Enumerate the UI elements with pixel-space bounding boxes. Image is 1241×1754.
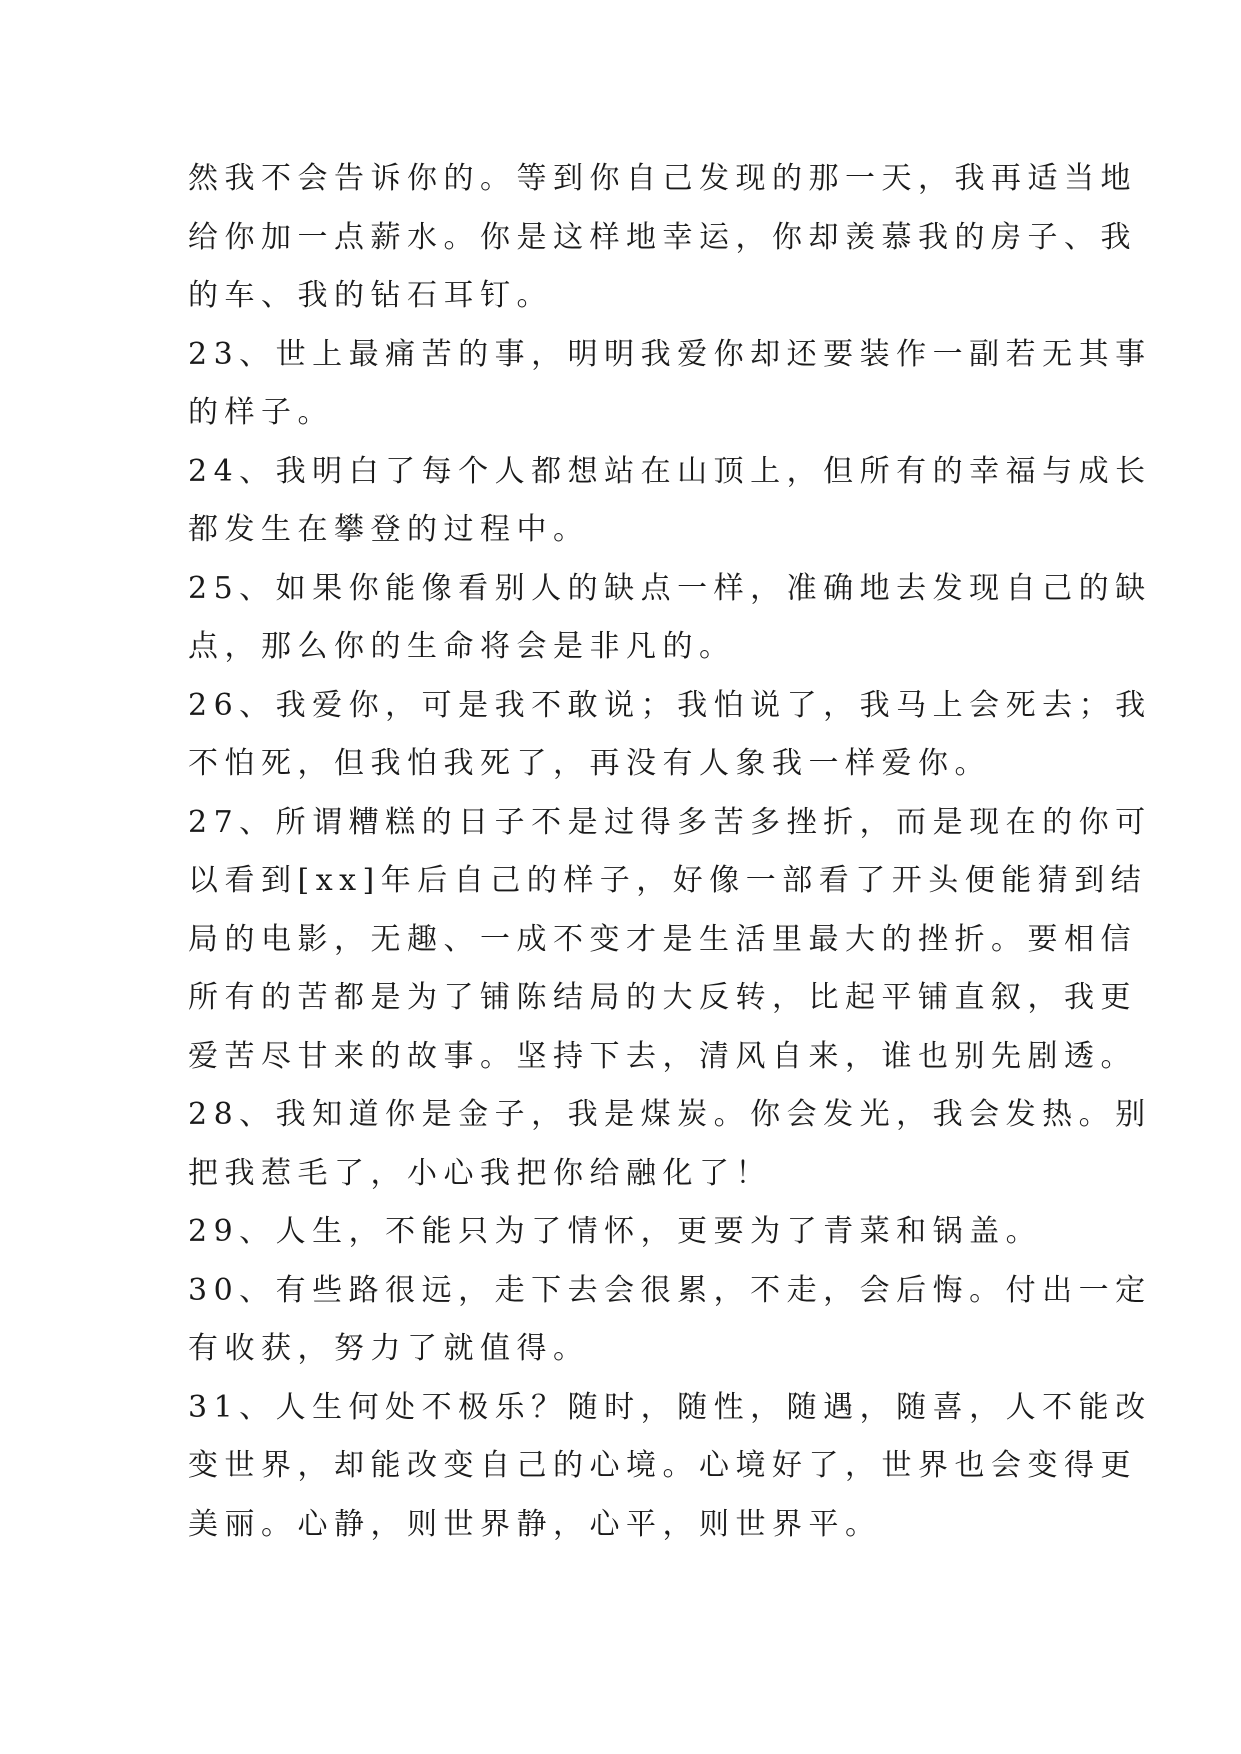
text-line: 31、人生何处不极乐？随时，随性，随遇，随喜，人不能改 — [188, 1389, 1152, 1425]
text-line: 美丽。心静，则世界静，心平，则世界平。 — [188, 1506, 882, 1542]
text-line: 所有的苦都是为了铺陈结局的大反转，比起平铺直叙，我更 — [188, 980, 1137, 1015]
text-line: 有收获，努力了就值得。 — [188, 1331, 590, 1366]
text-line: 25、如果你能像看别人的缺点一样，准确地去发现自己的缺 — [188, 570, 1152, 606]
document-body — [188, 150, 1152, 1554]
text-line: 把我惹毛了，小心我把你给融化了！ — [188, 1155, 772, 1191]
text-line: 变世界，却能改变自己的心境。心境好了，世界也会变得更 — [188, 1448, 1137, 1483]
text-line: 30、有些路很远，走下去会很累，不走，会后悔。付出一定 — [188, 1272, 1152, 1308]
text-line: 局的电影，无趣、一成不变才是生活里最大的挫折。要相信 — [188, 921, 1137, 957]
text-line: 的车、我的钻石耳钉。 — [188, 278, 553, 313]
text-line: 点，那么你的生命将会是非凡的。 — [188, 629, 736, 664]
text-line: 23、世上最痛苦的事，明明我爱你却还要装作一副若无其事 — [188, 336, 1152, 372]
text-line: 爱苦尽甘来的故事。坚持下去，清风自来，谁也别先剧透。 — [188, 1038, 1137, 1074]
text-line: 29、人生，不能只为了情怀，更要为了青菜和锅盖。 — [188, 1214, 1043, 1249]
text-line: 然我不会告诉你的。等到你自己发现的那一天，我再适当地 — [188, 161, 1137, 196]
text-line: 以看到[xx]年后自己的样子，好像一部看了开头便能猜到结 — [188, 863, 1148, 898]
text-line: 27、所谓糟糕的日子不是过得多苦多挫折，而是现在的你可 — [188, 804, 1152, 840]
text-line: 不怕死，但我怕我死了，再没有人象我一样爱你。 — [188, 746, 991, 781]
text-line: 26、我爱你，可是我不敢说；我怕说了，我马上会死去；我 — [188, 687, 1152, 723]
text-line: 都发生在攀登的过程中。 — [188, 512, 590, 547]
text-line: 的样子。 — [188, 395, 334, 430]
text-line: 给你加一点薪水。你是这样地幸运，你却羡慕我的房子、我 — [188, 219, 1137, 255]
text-line: 24、我明白了每个人都想站在山顶上，但所有的幸福与成长 — [188, 453, 1152, 489]
text-line: 28、我知道你是金子，我是煤炭。你会发光，我会发热。别 — [188, 1097, 1152, 1132]
